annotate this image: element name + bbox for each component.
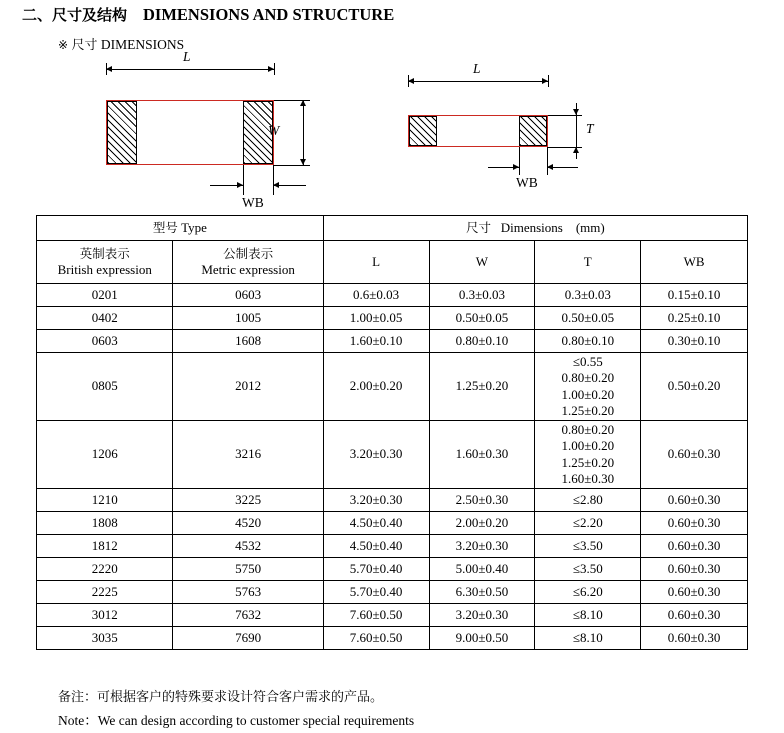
- header-t: T: [535, 241, 641, 284]
- cell-l: 7.60±0.50: [323, 627, 429, 650]
- cell-w: 2.50±0.30: [429, 489, 535, 512]
- table-row: [37, 353, 748, 421]
- cell-british: 3035: [37, 627, 173, 650]
- cell-w: 0.80±0.10: [429, 330, 535, 353]
- cell-metric: 4532: [173, 535, 323, 558]
- cell-line: 0.80±0.20: [561, 370, 615, 386]
- cell-l: 7.60±0.50: [323, 604, 429, 627]
- section-subtitle: [58, 34, 184, 53]
- header-type-group: [37, 216, 324, 241]
- label-l-left: L: [183, 49, 191, 64]
- cell-british: 2220: [37, 558, 173, 581]
- cell-w: 1.25±0.20: [429, 353, 535, 421]
- header-british-cn: 英制表示: [79, 246, 130, 262]
- header-dims-en: Dimensions: [500, 219, 563, 235]
- cell-w: 1.60±0.30: [429, 421, 535, 489]
- header-dims-unit: (mm): [575, 219, 605, 235]
- table-row: [37, 512, 748, 535]
- cell-british: 1812: [37, 535, 173, 558]
- cell-british: 1808: [37, 512, 173, 535]
- t-arrow-down-icon: [573, 109, 579, 115]
- cell-w: 3.20±0.30: [429, 535, 535, 558]
- cell-line: 1.25±0.20: [561, 402, 615, 418]
- cell-metric: 3225: [173, 489, 323, 512]
- figure-area: [0, 49, 784, 210]
- cell-british: 0402: [37, 307, 173, 330]
- cell-british: 2225: [37, 581, 173, 604]
- cell-l: 5.70±0.40: [323, 581, 429, 604]
- cell-metric: 4520: [173, 512, 323, 535]
- cell-t: [535, 421, 641, 489]
- label-wb-right: WB: [516, 175, 538, 190]
- table-row: [37, 421, 748, 489]
- cell-t: ≤8.10: [535, 604, 641, 627]
- cell-british: 0201: [37, 284, 173, 307]
- table-row: [37, 489, 748, 512]
- header-dims-group: [323, 216, 747, 241]
- note-en: Note：We can design according to customer special requirements: [58, 713, 415, 728]
- cell-line: 1.25±0.20: [561, 454, 615, 470]
- cell-line: 0.80±0.20: [561, 422, 615, 437]
- cell-line: ≤0.55: [572, 354, 603, 369]
- cell-w: 2.00±0.20: [429, 512, 535, 535]
- cell-t: ≤3.50: [535, 535, 641, 558]
- table-row: [37, 604, 748, 627]
- cell-l: 3.20±0.30: [323, 489, 429, 512]
- dimensions-table: [36, 215, 748, 650]
- cell-metric: 3216: [173, 421, 323, 489]
- cell-t: [535, 353, 641, 421]
- wb-arrow-right-icon-right: [513, 164, 519, 170]
- bullet-mark-icon: ※: [58, 38, 69, 52]
- cell-t: ≤2.80: [535, 489, 641, 512]
- cell-w: 9.00±0.50: [429, 627, 535, 650]
- cell-metric: 5763: [173, 581, 323, 604]
- cell-t: ≤3.50: [535, 558, 641, 581]
- cell-l: 0.6±0.03: [323, 284, 429, 307]
- terminal-left-side: [409, 116, 437, 146]
- wb-arrow-right-icon: [237, 182, 243, 188]
- cell-wb: 0.25±0.10: [641, 307, 748, 330]
- w-arrow-down-icon: [300, 159, 306, 165]
- table-row: [37, 535, 748, 558]
- cell-t: ≤8.10: [535, 627, 641, 650]
- section-subtitle-cn: 尺寸: [71, 38, 98, 53]
- header-w: W: [429, 241, 535, 284]
- wb-arrow-left-icon-right: [547, 164, 553, 170]
- header-british-en: British expression: [57, 261, 152, 277]
- cell-metric: 7690: [173, 627, 323, 650]
- cell-t: ≤2.20: [535, 512, 641, 535]
- l-dimension-line-right: [408, 81, 548, 82]
- l-tick-left: [106, 63, 107, 75]
- cell-british: 1210: [37, 489, 173, 512]
- table-row: [37, 558, 748, 581]
- header-type-cn: 型号: [152, 219, 178, 235]
- note-cn: 备注：可根据客户的特殊要求设计符合客户需求的产品。: [58, 690, 384, 705]
- cell-w: 6.30±0.50: [429, 581, 535, 604]
- notes-block: [58, 686, 414, 733]
- cell-wb: 0.50±0.20: [641, 353, 748, 421]
- l-tick-right: [274, 63, 275, 75]
- cell-metric: 1005: [173, 307, 323, 330]
- wb-arrow-left-icon: [273, 182, 279, 188]
- table-row: [37, 307, 748, 330]
- w-extension-bottom: [274, 165, 310, 166]
- label-l-right: L: [473, 61, 481, 76]
- cell-w: 0.3±0.03: [429, 284, 535, 307]
- header-british: [37, 241, 173, 284]
- cell-t: 0.80±0.10: [535, 330, 641, 353]
- cell-w: 5.00±0.40: [429, 558, 535, 581]
- header-wb: WB: [641, 241, 748, 284]
- cell-british: 0805: [37, 353, 173, 421]
- cell-metric: 1608: [173, 330, 323, 353]
- cell-t: 0.50±0.05: [535, 307, 641, 330]
- cell-l: 2.00±0.20: [323, 353, 429, 421]
- cell-wb: 0.30±0.10: [641, 330, 748, 353]
- cell-l: 1.00±0.05: [323, 307, 429, 330]
- cell-wb: 0.60±0.30: [641, 512, 748, 535]
- cell-british: 1206: [37, 421, 173, 489]
- cell-w: 3.20±0.30: [429, 604, 535, 627]
- side-view-chip-diagram: [380, 55, 680, 205]
- table-header-row-group: [37, 216, 748, 241]
- wb-tick-right-right: [547, 147, 548, 175]
- cell-t: ≤6.20: [535, 581, 641, 604]
- dimensions-table-body: [37, 284, 748, 650]
- label-t-right: T: [586, 121, 594, 136]
- section-subtitle-en: DIMENSIONS: [100, 37, 185, 52]
- page-title-en: DIMENSIONS AND STRUCTURE: [143, 5, 395, 24]
- cell-metric: 0603: [173, 284, 323, 307]
- cell-w: 0.50±0.05: [429, 307, 535, 330]
- cell-wb: 0.60±0.30: [641, 558, 748, 581]
- header-l: L: [323, 241, 429, 284]
- wb-tick-left-right: [519, 147, 520, 175]
- w-dimension-line: [303, 100, 304, 165]
- header-dims-cn: 尺寸: [465, 219, 491, 235]
- terminal-left: [107, 101, 137, 164]
- cell-wb: 0.60±0.30: [641, 581, 748, 604]
- t-arrow-up-icon: [573, 147, 579, 153]
- l-tick-left-right: [408, 75, 409, 87]
- table-header-row-sub: [37, 241, 748, 284]
- top-view-chip-diagram: [70, 49, 370, 210]
- header-type-en: Type: [181, 219, 207, 235]
- header-metric-cn: 公制表示: [223, 246, 274, 262]
- cell-metric: 2012: [173, 353, 323, 421]
- cell-line: 1.60±0.30: [561, 470, 615, 486]
- wb-tick-right: [273, 165, 274, 195]
- w-arrow-up-icon: [300, 100, 306, 106]
- cell-wb: 0.60±0.30: [641, 535, 748, 558]
- table-row: [37, 330, 748, 353]
- cell-wb: 0.60±0.30: [641, 627, 748, 650]
- cell-line: 1.00±0.20: [561, 438, 615, 454]
- header-metric: [173, 241, 323, 284]
- cell-l: 4.50±0.40: [323, 535, 429, 558]
- cell-british: 3012: [37, 604, 173, 627]
- table-row: [37, 627, 748, 650]
- cell-t: 0.3±0.03: [535, 284, 641, 307]
- table-row: [37, 581, 748, 604]
- l-tick-right-right: [548, 75, 549, 87]
- cell-wb: 0.60±0.30: [641, 421, 748, 489]
- cell-wb: 0.60±0.30: [641, 604, 748, 627]
- wb-tick-left: [243, 165, 244, 195]
- table-row: [37, 284, 748, 307]
- label-w-left: W: [268, 123, 280, 138]
- cell-metric: 5750: [173, 558, 323, 581]
- terminal-right-side: [519, 116, 547, 146]
- cell-wb: 0.60±0.30: [641, 489, 748, 512]
- cell-line: 1.00±0.20: [561, 386, 615, 402]
- label-wb-left: WB: [242, 195, 264, 210]
- cell-l: 5.70±0.40: [323, 558, 429, 581]
- cell-l: 4.50±0.40: [323, 512, 429, 535]
- dimensions-table-wrap: [36, 215, 748, 650]
- cell-metric: 7632: [173, 604, 323, 627]
- cell-l: 3.20±0.30: [323, 421, 429, 489]
- cell-l: 1.60±0.10: [323, 330, 429, 353]
- cell-british: 0603: [37, 330, 173, 353]
- page-title: [22, 4, 394, 25]
- cell-wb: 0.15±0.10: [641, 284, 748, 307]
- header-metric-en: Metric expression: [201, 261, 295, 277]
- page-title-cn: 二、尺寸及结构: [22, 6, 128, 24]
- l-dimension-line: [106, 69, 274, 70]
